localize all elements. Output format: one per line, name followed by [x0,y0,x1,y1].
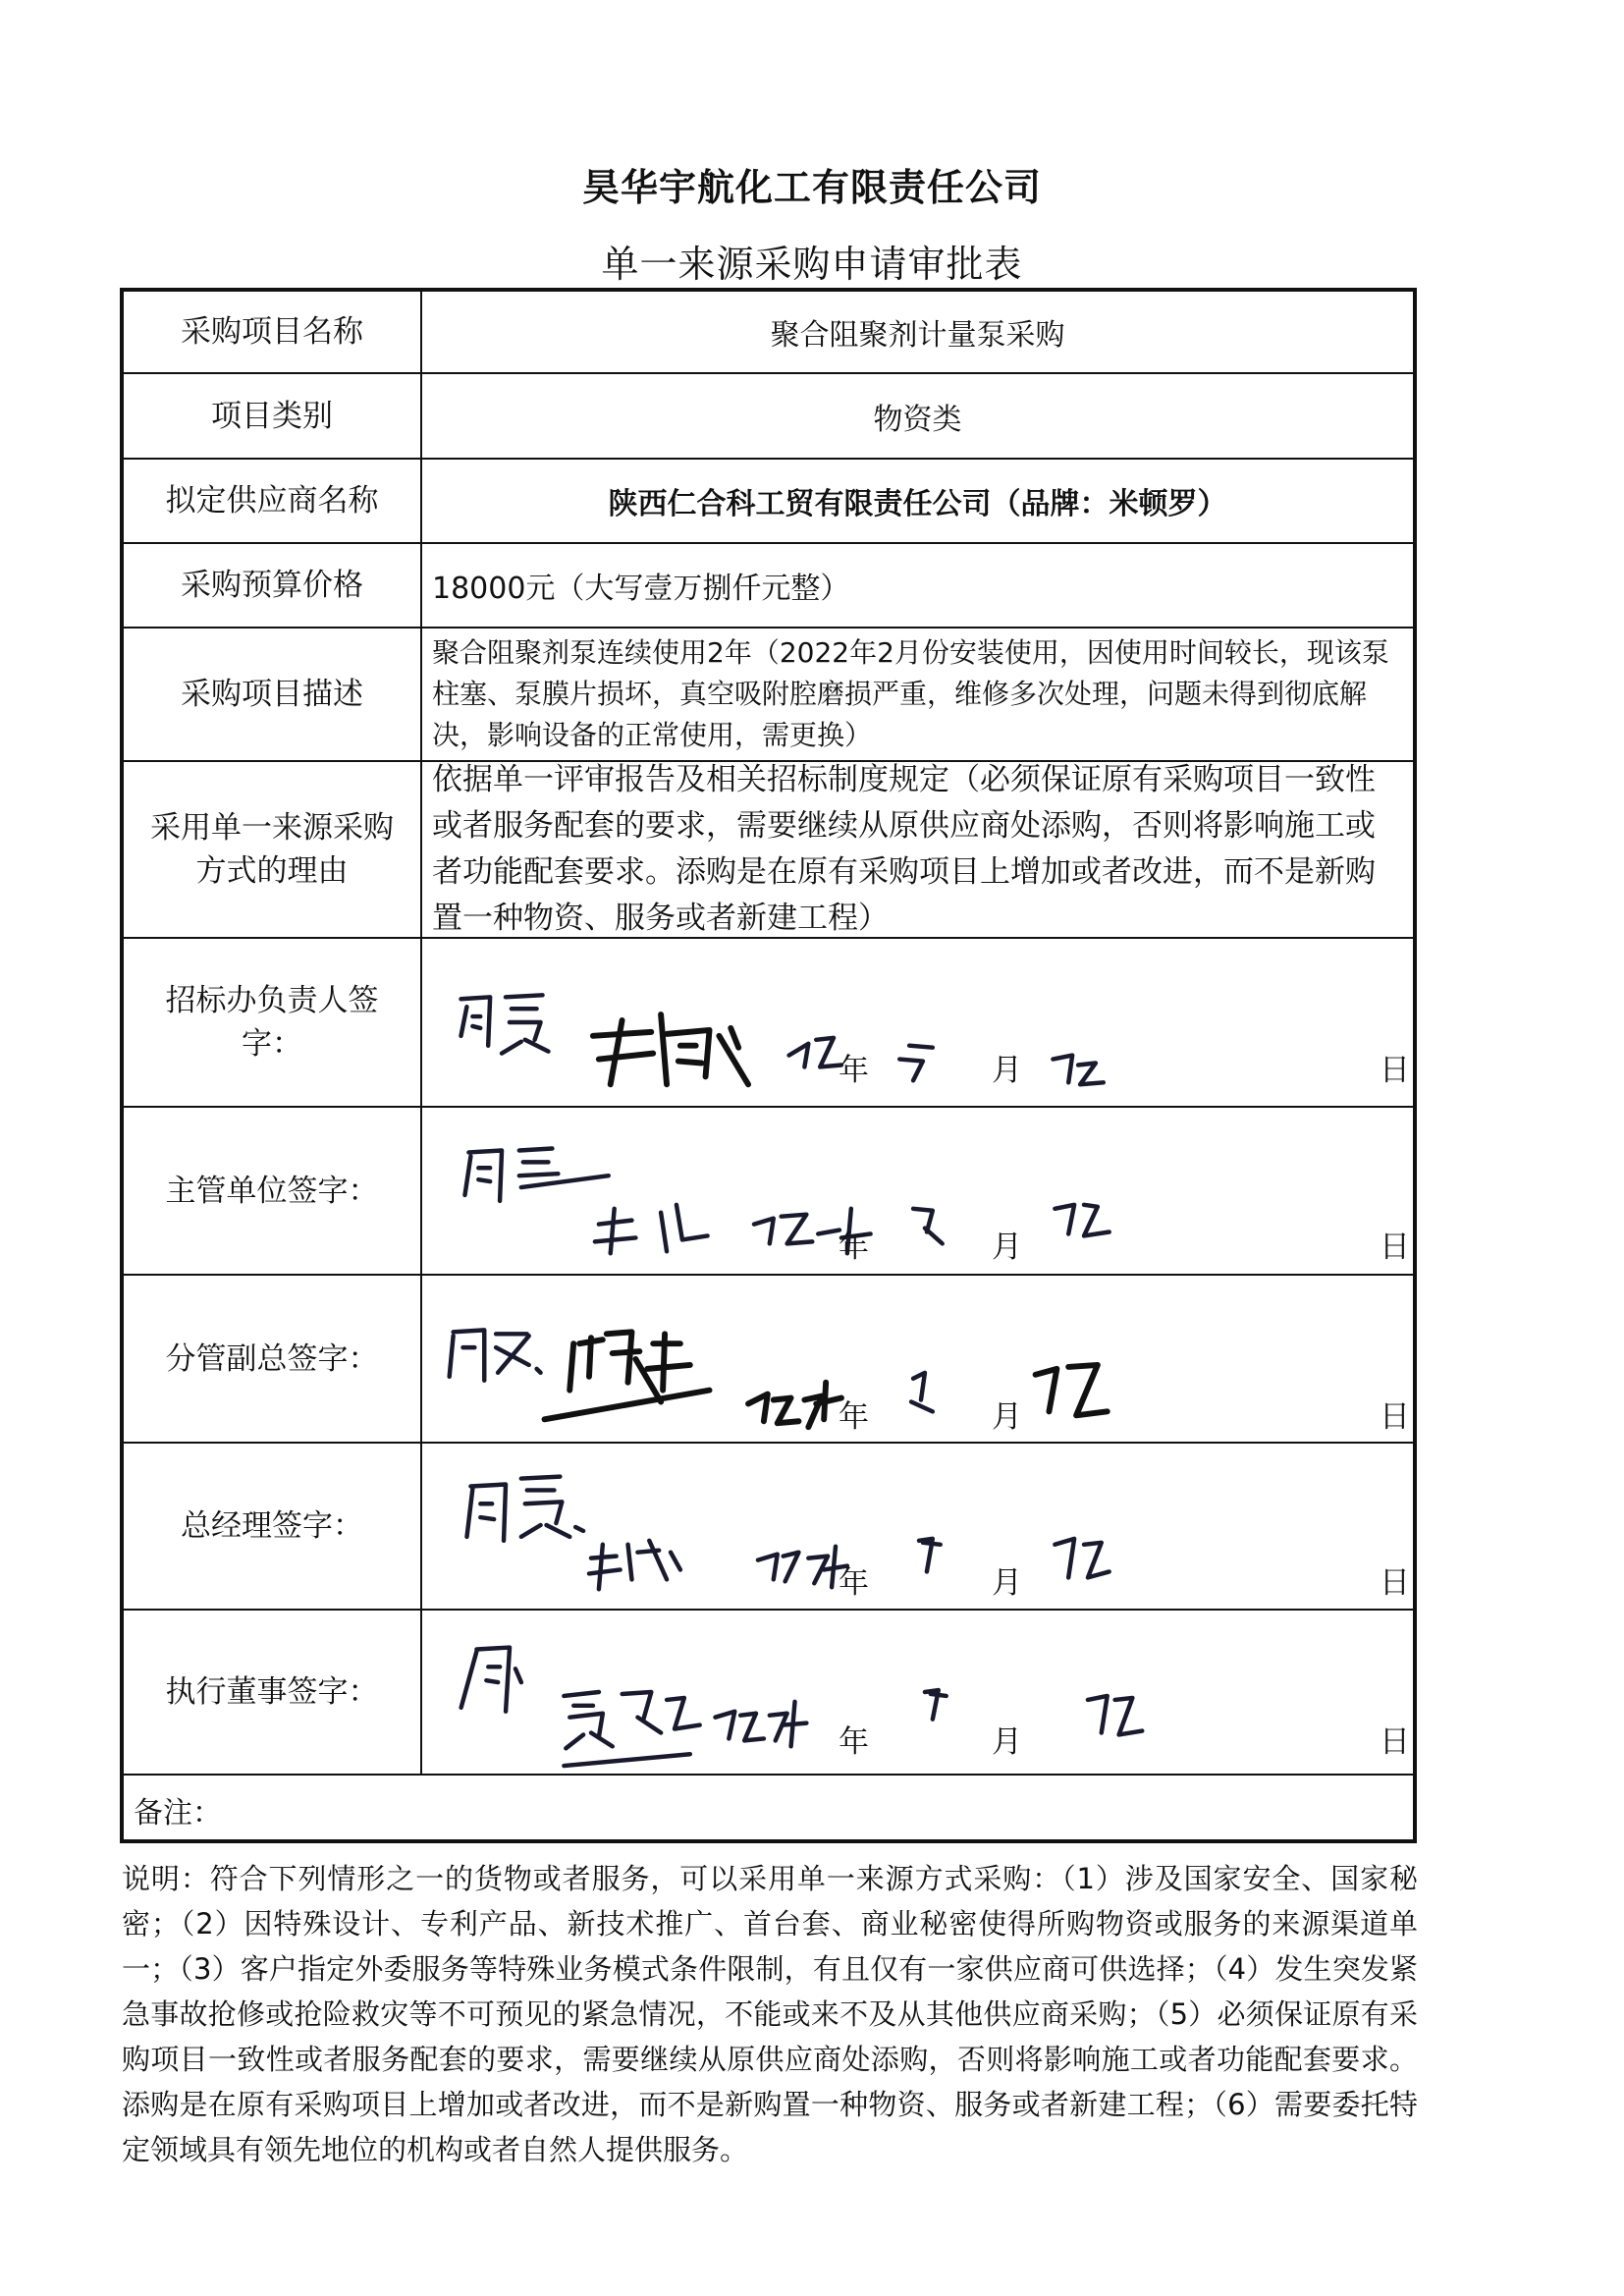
handwritten-signature [422,939,1417,1106]
label-category: 项目类别 [124,374,422,458]
sig-year-unit: 年 [839,1399,869,1435]
company-name: 昊华宇航化工有限责任公司 [581,166,1042,209]
signature-area [422,1611,1413,1774]
row-signature-director [124,1611,1413,1776]
label-signature-bid-office: 招标办负责人签字： [124,939,422,1106]
sig-day-unit: 日 [1380,1399,1410,1435]
approval-form-table [120,288,1417,1843]
sig-month-unit: 月 [992,1053,1022,1088]
sig-year-unit: 年 [839,1565,869,1601]
value-description: 聚合阻聚剂泵连续使用2年（2022年2月份安装使用，因使用时间较长，现该泵柱塞、泵膜片损坏，真空吸附腔磨损严重，维修多次处理，问题未得到彻底解决，影响设备的正常使用，需更换） [432,636,1389,751]
value-supplier: 陕西仁合科工贸有限责任公司（品牌：米顿罗） [608,487,1227,521]
value-category: 物资类 [873,402,962,437]
label-signature-gm: 总经理签字： [124,1444,422,1609]
label-reason: 采用单一来源采购方式的理由 [124,762,422,937]
row-description [124,629,1413,762]
row-remark [124,1776,1413,1843]
label-signature-director: 执行董事签字： [124,1611,422,1774]
remark-label: 备注： [134,1795,222,1831]
label-project-name: 采购项目名称 [124,292,422,372]
sig-year-unit: 年 [839,1230,869,1265]
form-title: 单一来源采购申请审批表 [601,243,1023,286]
sig-month-unit: 月 [992,1230,1022,1265]
signature-area [422,1276,1413,1442]
row-category [124,374,1413,460]
handwritten-signature [422,1276,1417,1442]
value-reason: 依据单一评审报告及相关招标制度规定（必须保证原有采购项目一致性或者服务配套的要求，需要继续从原供应商处添购，否则将影响施工或者功能配套要求。添购是在原有采购项目上增加或者改进，而不是新购置一种物资、服务或者新建工程） [432,762,1376,936]
sig-month-unit: 月 [992,1565,1022,1601]
label-description: 采购项目描述 [124,629,422,760]
handwritten-signature [422,1444,1417,1609]
row-signature-department [124,1108,1413,1276]
handwritten-signature [422,1108,1417,1274]
value-project-name: 聚合阻聚剂计量泵采购 [770,318,1065,353]
sig-day-unit: 日 [1380,1053,1410,1088]
label-signature-department: 主管单位签字： [124,1108,422,1274]
row-budget [124,544,1413,629]
sig-day-unit: 日 [1380,1724,1410,1760]
explanation-note: 说明：符合下列情形之一的货物或者服务，可以采用单一来源方式采购：（1）涉及国家安全、国家秘密；（2）因特殊设计、专利产品、新技术推广、首台套、商业秘密使得所购物资或服务的来源渠道单一；（3）客户指定外委服务等特殊业务模式条件限制，有且仅有一家供应商可供选择；（4）发生突发紧急事故抢修或抢险救灾等不可预见的紧急情况，不能或来不及从其他供应商采购；（5）必须保证原有采购项目一致性或者服务配套的要求，需要继续从原供应商处添购，否则将影响施工或者功能配套要求。添购是在原有采购项目上增加或者改进，而不是新购置一种物资、服务或者新建工程；（6）需要委托特定领域具有领先地位的机构或者自然人提供服务。 [122,1862,1418,2166]
label-budget: 采购预算价格 [124,544,422,627]
sig-year-unit: 年 [839,1724,869,1760]
signature-area [422,939,1413,1106]
row-supplier [124,460,1413,544]
signature-area [422,1444,1413,1609]
row-reason [124,762,1413,939]
sig-month-unit: 月 [992,1724,1022,1760]
sig-day-unit: 日 [1380,1565,1410,1601]
handwritten-signature [422,1611,1417,1774]
sig-month-unit: 月 [992,1399,1022,1435]
signature-area [422,1108,1413,1274]
row-signature-gm [124,1444,1413,1611]
row-project-name [124,292,1413,374]
value-budget: 18000元（大写壹万捌仟元整） [432,572,850,606]
row-signature-vp [124,1276,1413,1444]
sig-day-unit: 日 [1380,1230,1410,1265]
label-supplier: 拟定供应商名称 [124,460,422,542]
row-signature-bid-office [124,939,1413,1108]
label-signature-vp: 分管副总签字： [124,1276,422,1442]
sig-year-unit: 年 [839,1053,869,1088]
